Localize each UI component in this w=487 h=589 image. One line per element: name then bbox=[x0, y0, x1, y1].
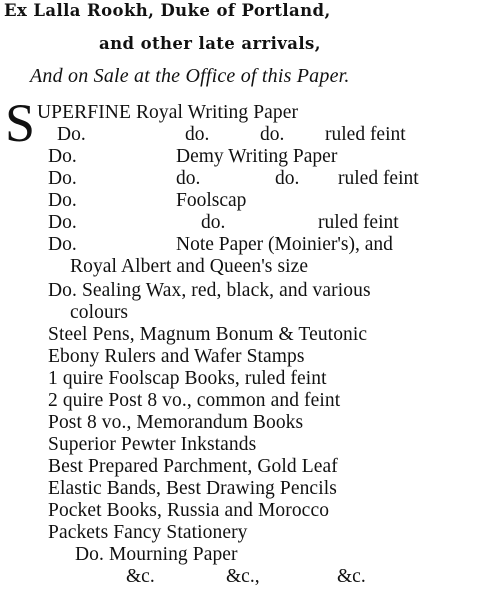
do-label: Do. bbox=[48, 234, 77, 255]
list-item-detail: ruled feint bbox=[338, 168, 419, 189]
heading-line-1: Ex Lalla Rookh, Duke of Portland, bbox=[4, 1, 331, 20]
heading-line-2: and other late arrivals, bbox=[99, 34, 321, 53]
list-item: 2 quire Post 8 vo., common and feint bbox=[48, 390, 341, 411]
do-label: Do. bbox=[48, 146, 77, 167]
list-item: Ebony Rulers and Wafer Stamps bbox=[48, 346, 305, 367]
etc-label: &c., bbox=[226, 566, 260, 587]
list-item-mourning-paper: Do. Mourning Paper bbox=[75, 544, 238, 565]
etc-label: &c. bbox=[337, 566, 366, 587]
do-label: Do. bbox=[48, 190, 77, 211]
list-item-continuation: Royal Albert and Queen's size bbox=[70, 256, 309, 277]
ditto-label: do. bbox=[275, 168, 300, 189]
do-label: Do. bbox=[48, 212, 77, 233]
ditto-label: do. bbox=[260, 124, 285, 145]
list-item-detail: Demy Writing Paper bbox=[176, 146, 338, 167]
list-item-continuation: colours bbox=[70, 302, 129, 323]
list-item-detail: Foolscap bbox=[176, 190, 247, 211]
list-item-superfine: UPERFINE Royal Writing Paper bbox=[37, 102, 299, 123]
ditto-label: do. bbox=[185, 124, 210, 145]
ditto-label: do. bbox=[176, 168, 201, 189]
subtitle: And on Sale at the Office of this Paper. bbox=[30, 65, 350, 87]
list-item: Post 8 vo., Memorandum Books bbox=[48, 412, 304, 433]
do-label: Do. bbox=[48, 168, 77, 189]
list-item: Packets Fancy Stationery bbox=[48, 522, 248, 543]
list-item-detail: ruled feint bbox=[325, 124, 406, 145]
drop-cap: S bbox=[5, 93, 36, 153]
list-item: Superior Pewter Inkstands bbox=[48, 434, 257, 455]
list-item-detail: Note Paper (Moinier's), and bbox=[176, 234, 393, 255]
list-item: Best Prepared Parchment, Gold Leaf bbox=[48, 456, 338, 477]
etc-label: &c. bbox=[126, 566, 155, 587]
list-item: 1 quire Foolscap Books, ruled feint bbox=[48, 368, 327, 389]
list-item: Elastic Bands, Best Drawing Pencils bbox=[48, 478, 337, 499]
ditto-label: do. bbox=[201, 212, 226, 233]
list-item-sealing-wax: Do. Sealing Wax, red, black, and various bbox=[48, 280, 371, 301]
list-item: Steel Pens, Magnum Bonum & Teutonic bbox=[48, 324, 368, 345]
do-label: Do. bbox=[57, 124, 86, 145]
list-item: Pocket Books, Russia and Morocco bbox=[48, 500, 330, 521]
list-item-detail: ruled feint bbox=[318, 212, 399, 233]
